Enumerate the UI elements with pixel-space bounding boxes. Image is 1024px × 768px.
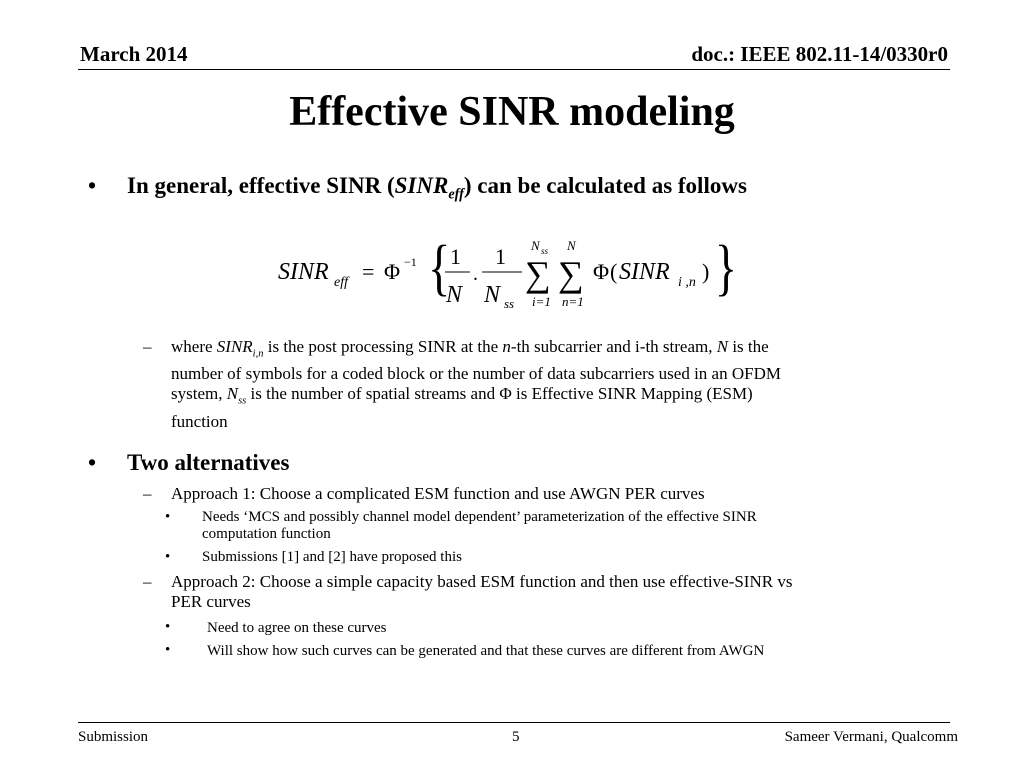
where-t6: is the number of spatial streams and Φ is Effective SINR Mapping (ESM) (246, 384, 753, 404)
where-n: n (502, 337, 511, 356)
header-doc-id: doc.: IEEE 802.11-14/0330r0 (691, 42, 948, 66)
where-line-1 (171, 337, 971, 364)
formula-lparen: ( (610, 259, 618, 284)
approach2-text (171, 572, 971, 612)
footer-rule (78, 722, 950, 723)
bullet-marker-2: • (88, 450, 97, 475)
header-date: March 2014 (80, 42, 188, 66)
where-t5: system, (171, 384, 227, 404)
a1-sub1-line2: computation function (202, 526, 331, 542)
bullet-two-alternatives: Two alternatives (127, 450, 290, 475)
formula-phi: Φ (384, 259, 401, 284)
formula-phi-2: Φ (593, 259, 610, 284)
a2-sub2-marker: • (165, 642, 171, 658)
where-Nss-sub: ss (238, 395, 247, 407)
a2-sub1-marker: • (165, 619, 171, 635)
b1-symbol: SINR (394, 173, 449, 198)
a1-sub1-marker: • (165, 509, 171, 525)
approach1-text: Approach 1: Choose a complicated ESM function and use AWGN PER curves (171, 484, 705, 503)
where-t3: -th subcarrier and i-th stream, (510, 337, 717, 356)
header-rule (78, 69, 950, 70)
where-line-2: number of symbols for a coded block or the number of data subcarriers used in an OFDM (171, 364, 781, 384)
sum2-sigma: ∑ (558, 254, 584, 294)
where-sinr-sub: i,n (252, 348, 264, 360)
where-line-3 (171, 384, 971, 411)
approach2-line1: Approach 2: Choose a simple capacity based ESM function and then use effective-SINR vs (171, 572, 793, 591)
sum2-top: N (567, 238, 576, 253)
b1-text-after: ) can be calculated as follows (463, 173, 747, 198)
formula-right-brace: } (714, 232, 738, 302)
sum1-sigma: ∑ (525, 254, 551, 294)
where-definition (171, 337, 971, 432)
footer-author: Sameer Vermani, Qualcomm (784, 729, 958, 745)
formula-equals: = (362, 259, 375, 284)
effective-sinr-formula (270, 226, 740, 316)
where-t2: is the post processing SINR at the (263, 337, 503, 356)
formula-frac1-num: 1 (450, 244, 461, 269)
footer-submission: Submission (78, 729, 149, 745)
where-N: N (716, 337, 729, 356)
where-t1: where (171, 337, 217, 356)
formula-lhs-sub: eff (334, 275, 348, 290)
approach2-marker: – (143, 572, 152, 591)
formula-inverse: −1 (404, 255, 417, 269)
where-t4: is the (728, 337, 769, 356)
where-Nss: N (226, 384, 239, 404)
formula-frac1-den: N (446, 282, 463, 308)
a1-sub1-text (202, 509, 962, 543)
a1-sub1-line1: Needs ‘MCS and possibly channel model dependent’ parameterization of the effective SINR (202, 509, 757, 525)
formula-left-brace: { (428, 232, 451, 302)
where-sinr: SINR (216, 337, 253, 356)
approach2-line2: PER curves (171, 592, 251, 611)
where-marker: – (143, 337, 152, 356)
sum2-bottom: n=1 (562, 294, 584, 309)
sum1-bottom: i=1 (532, 294, 551, 309)
a1-sub2-text: Submissions [1] and [2] have proposed this (202, 549, 462, 565)
formula-frac2-den: N (484, 282, 501, 308)
sum1-top-sub: ss (541, 246, 549, 256)
a2-sub2-text: Will show how such curves can be generated and that these curves are different from AWGN (207, 643, 765, 659)
bullet-general-sinr (127, 173, 747, 204)
formula-lhs: SINR (278, 259, 329, 285)
slide-title: Effective SINR modeling (289, 89, 735, 135)
formula-arg: SINR (619, 259, 670, 285)
where-line-4: function (171, 411, 228, 431)
approach1-marker: – (143, 484, 152, 503)
formula-dot: . (473, 263, 478, 285)
sum1-top: N (531, 238, 540, 253)
bullet-marker: • (88, 173, 97, 198)
footer-page-number: 5 (512, 729, 520, 745)
formula-frac2-den-sub: ss (504, 296, 515, 311)
b1-subscript: eff (448, 186, 464, 203)
formula-arg-sub: i ,n (678, 275, 696, 290)
formula-frac2-num: 1 (495, 244, 506, 269)
b1-text-before: In general, effective SINR ( (127, 173, 395, 198)
a1-sub2-marker: • (165, 549, 171, 565)
formula-rparen: ) (702, 259, 710, 284)
a2-sub1-text: Need to agree on these curves (207, 620, 387, 636)
